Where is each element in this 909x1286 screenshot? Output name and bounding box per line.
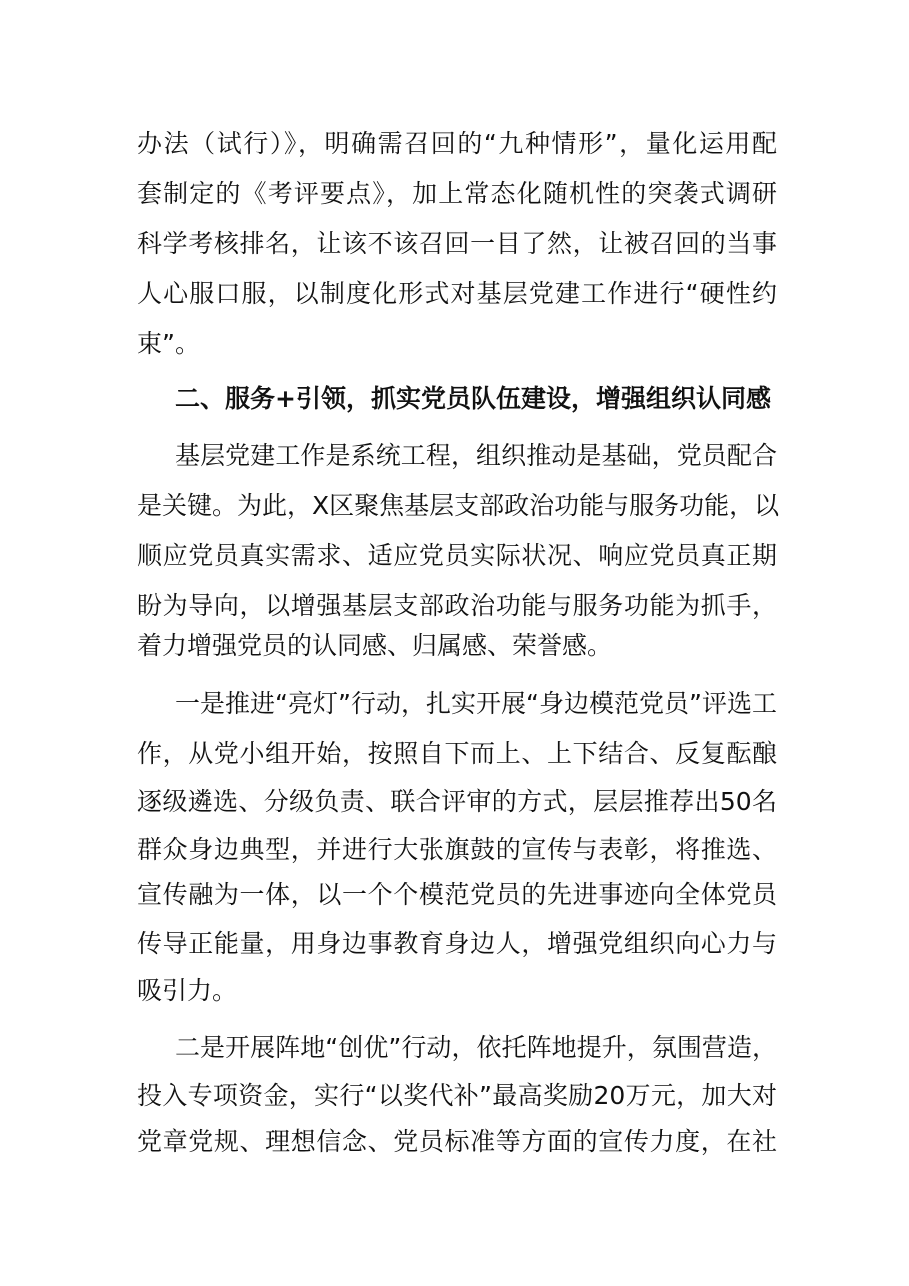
text-line: 投入专项资金，实行“以奖代补”最高奖励20万元，加大对 bbox=[137, 1081, 777, 1110]
text-line: 套制定的《考评要点》，加上常态化随机性的突袭式调研 bbox=[137, 179, 777, 208]
text-line: 党章党规、理想信念、党员标准等方面的宣传力度，在社 bbox=[137, 1127, 777, 1156]
text-line: 办法（试行）》，明确需召回的“九种情形”，量化运用配 bbox=[137, 129, 777, 158]
text-line: 逐级遴选、分级负责、联合评审的方式，层层推荐出50名 bbox=[137, 787, 777, 816]
text-line: 二是开展阵地“创优”行动，依托阵地提升，氛围营造， bbox=[175, 1033, 777, 1062]
text-line: 束”。 bbox=[137, 329, 200, 358]
text-line: 群众身边典型，并进行大张旗鼓的宣传与表彰，将推选、 bbox=[137, 835, 777, 864]
text-line: 基层党建工作是系统工程，组织推动是基础，党员配合 bbox=[175, 441, 777, 470]
text-line: 传导正能量，用身边事教育身边人，增强党组织向心力与 bbox=[137, 929, 777, 958]
text-line: 人心服口服，以制度化形式对基层党建工作进行“硬性约 bbox=[137, 279, 777, 308]
section-heading: 二、服务+引领，抓实党员队伍建设，增强组织认同感 bbox=[175, 384, 771, 413]
text-line: 宣传融为一体，以一个个模范党员的先进事迹向全体党员 bbox=[137, 880, 777, 909]
text-line: 作，从党小组开始，按照自下而上、上下结合、反复酝酿 bbox=[137, 739, 777, 768]
text-line: 吸引力。 bbox=[137, 976, 238, 1005]
text-line: 顺应党员真实需求、适应党员实际状况、响应党员真正期 bbox=[137, 541, 777, 570]
text-line: 着力增强党员的认同感、归属感、荣誉感。 bbox=[137, 631, 613, 660]
text-line: 一是推进“亮灯”行动，扎实开展“身边模范党员”评选工 bbox=[175, 689, 777, 718]
text-line: 盼为导向，以增强基层支部政治功能与服务功能为抓手， bbox=[137, 591, 777, 620]
text-line: 是关键。为此，X区聚焦基层支部政治功能与服务功能，以 bbox=[137, 491, 780, 520]
text-line: 科学考核排名，让该不该召回一目了然，让被召回的当事 bbox=[137, 229, 777, 258]
